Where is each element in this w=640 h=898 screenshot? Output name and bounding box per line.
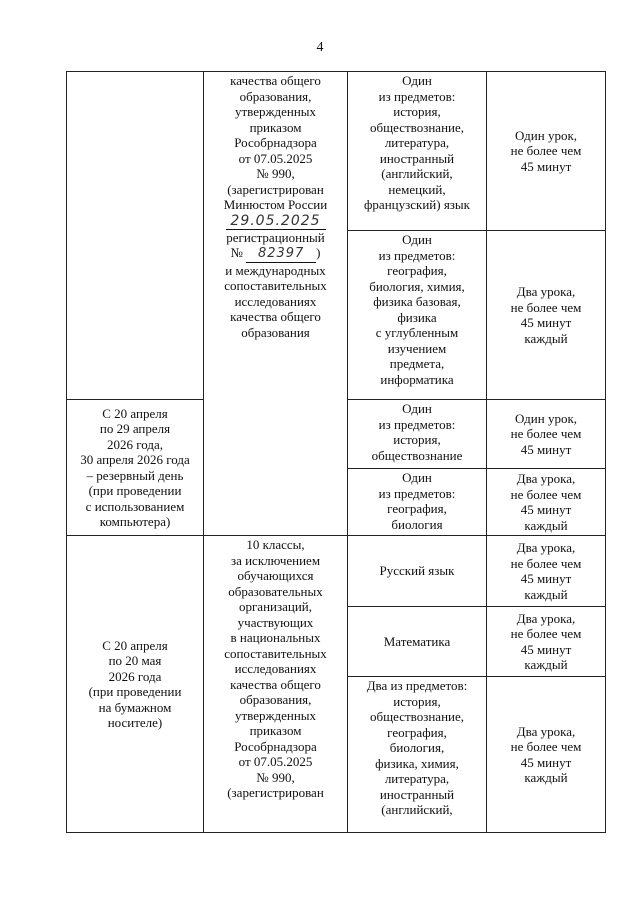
text-line: не более чем (510, 299, 582, 315)
subject-cell (348, 677, 487, 833)
period-cell-empty (67, 72, 204, 400)
text-line: Математика (383, 633, 451, 649)
duration-cell (487, 400, 606, 469)
text-line: из предметов: (378, 88, 456, 104)
text-line: физика (397, 309, 437, 325)
text-line: (английский, (381, 166, 453, 181)
text-line: (при проведении (88, 684, 182, 699)
text-line: Два из предметов: (366, 678, 468, 693)
text-line: качества общего (230, 309, 321, 324)
text-line: 45 минут (520, 158, 572, 174)
participant-cell (204, 72, 348, 536)
text-line: информатика (380, 371, 454, 387)
subject-cell (348, 536, 487, 607)
text-line: 10 классы, (246, 537, 305, 552)
registration-line: № 82397 ) (230, 245, 321, 261)
duration-cell (487, 469, 606, 536)
text-line: С 20 апреля (102, 405, 168, 421)
text-line: биология, химия, (369, 278, 465, 294)
text-line: Один (402, 73, 432, 88)
text-line: качества общего (230, 73, 321, 88)
text-line: не более чем (510, 426, 582, 442)
text-line: Два урока, (516, 540, 576, 555)
handwritten-date-line (208, 213, 343, 230)
text-line: физика, химия, (375, 755, 459, 771)
text-line: Минюстом России (223, 197, 328, 212)
text-line: предмета, (389, 356, 445, 371)
period-cell (67, 400, 204, 536)
text-line: на бумажном (98, 699, 172, 715)
text-line: Рособрнадзора (234, 135, 317, 150)
text-line: приказом (249, 723, 302, 738)
text-line: № 990, (256, 166, 295, 181)
text-line: каждый (524, 770, 568, 785)
text-block (208, 73, 343, 213)
text-line: 45 минут (520, 441, 572, 457)
text-line: 2026 года, (106, 436, 164, 452)
text-line: (зарегистрирован (227, 785, 324, 800)
text-line: образования (241, 324, 310, 340)
text-line: 30 апреля 2026 года (80, 452, 190, 467)
text-line: история, (393, 432, 441, 447)
text-line: физика базовая, (373, 294, 461, 309)
text-line: не более чем (510, 555, 582, 571)
text-line: организаций, (238, 599, 313, 614)
text-line: исследованиях (234, 293, 317, 309)
text-line: Русский язык (379, 563, 455, 579)
text-line: образования, (239, 88, 312, 104)
text-line: история, (393, 693, 441, 709)
text-line: от 07.05.2025 (238, 754, 313, 769)
text-line: каждый (524, 517, 568, 533)
text-line: с углубленным (375, 325, 459, 340)
handwritten-number: 82397 (246, 246, 316, 263)
period-cell (67, 536, 204, 833)
text-line: не более чем (510, 143, 582, 159)
duration-cell (487, 677, 606, 833)
subject-cell (348, 469, 487, 536)
text-line: Один урок, (514, 127, 578, 143)
text-line: С 20 апреля (102, 637, 168, 653)
text-line: утвержденных (234, 104, 317, 119)
duration-cell (487, 231, 606, 400)
text-line: география, (387, 501, 447, 516)
text-line: 45 минут (520, 502, 572, 517)
duration-cell (487, 72, 606, 231)
duration-cell (487, 536, 606, 607)
text-line: биология, (389, 740, 445, 755)
text-line: каждый (524, 330, 568, 346)
text-line: иностранный (379, 150, 455, 166)
duration-cell (487, 607, 606, 677)
text-line: компьютера) (99, 514, 171, 529)
text-line: и международных (225, 262, 326, 278)
text-line: № 990, (256, 769, 295, 785)
page-number: 4 (316, 40, 324, 55)
text-line: обучающихся (237, 568, 314, 583)
text-line: 45 минут (520, 641, 572, 657)
text-line: участвующих (237, 614, 314, 630)
text-line: за исключением (230, 552, 321, 568)
handwritten-date: 29.05.2025 (226, 214, 326, 230)
text-line: обществознание (371, 447, 463, 463)
text-line: в национальных (230, 630, 321, 645)
text-line: не более чем (510, 486, 582, 502)
text-line: утвержденных (234, 707, 317, 723)
text-line: обществознание, (369, 119, 464, 135)
text-line: носителе) (107, 715, 163, 730)
text-line: иностранный (379, 786, 455, 802)
text-line: Один (402, 232, 432, 247)
participant-cell (204, 536, 348, 833)
text-line: не более чем (510, 626, 582, 641)
text-line: 2026 года (108, 668, 162, 684)
text-line: из предметов: (378, 247, 456, 263)
text-line: по 20 мая (108, 653, 162, 668)
text-line: сопоставительных (224, 645, 327, 661)
text-line: история, (393, 104, 441, 119)
text-line: 45 минут (520, 315, 572, 330)
text-line: не более чем (510, 739, 582, 754)
text-line: обществознание, (369, 709, 464, 724)
text-line: образовательных (228, 583, 323, 599)
text-line: – резервный день (86, 467, 184, 483)
text-line: из предметов: (378, 416, 456, 432)
subject-cell (348, 400, 487, 469)
text-line: от 07.05.2025 (238, 150, 313, 166)
text-line: литература, (384, 135, 450, 150)
text-line: качества общего (230, 676, 321, 692)
text-line: Два урока, (516, 284, 576, 299)
text-line: (при проведении (88, 483, 182, 498)
subject-cell (348, 231, 487, 400)
text-line: французский) язык (364, 197, 470, 212)
text-line: география, (387, 724, 447, 740)
text-line: регистрационный (226, 229, 325, 245)
text-line: с использованием (85, 498, 185, 514)
text-line: изучением (387, 340, 447, 356)
subject-cell (348, 72, 487, 231)
text-line: каждый (524, 657, 568, 672)
schedule-table (66, 71, 606, 833)
text-line: приказом (249, 119, 302, 135)
text-line: Один (402, 401, 432, 416)
text-line: (зарегистрирован (227, 181, 324, 197)
text-line: исследованиях (234, 661, 317, 676)
text-line: из предметов: (378, 485, 456, 501)
text-line: Два урока, (516, 723, 576, 739)
text-line: биология (391, 516, 443, 532)
text-line: Рособрнадзора (234, 738, 317, 754)
text-line: Два урока, (516, 471, 576, 486)
text-line: (английский, (381, 802, 453, 817)
text-line: Один урок, (514, 410, 578, 426)
text-line: по 29 апреля (99, 421, 171, 436)
text-line: 45 минут (520, 754, 572, 770)
text-line: каждый (524, 586, 568, 602)
text-block (208, 230, 343, 246)
text-line: немецкий, (388, 181, 446, 197)
text-block (208, 263, 343, 341)
text-line: 45 минут (520, 571, 572, 586)
text-line: Один (402, 470, 432, 485)
text-line: образования, (239, 692, 312, 707)
subject-cell (348, 607, 487, 677)
text-line: сопоставительных (224, 278, 327, 293)
text-line: литература, (384, 771, 450, 786)
text-line: Два урока, (516, 610, 576, 626)
text-line: география, (387, 263, 447, 278)
